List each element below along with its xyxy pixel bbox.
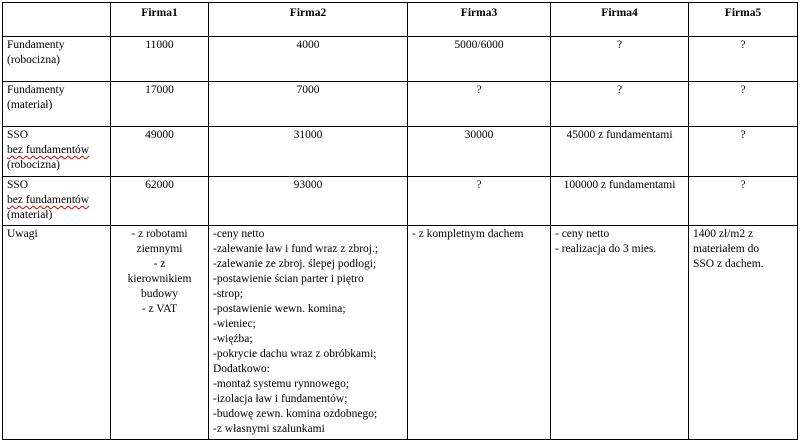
note-line: -ceny netto: [213, 228, 265, 240]
row-label-line: (materiał): [7, 99, 53, 111]
header-firma2: Firma2: [209, 3, 408, 37]
row-label-line: (materiał): [7, 209, 53, 221]
table-row: [3, 82, 798, 127]
note-line: -budowę zewn. komina ozdobnego;: [213, 408, 378, 420]
row-label-line: (robocizna): [7, 54, 60, 66]
uwagi-row: [3, 226, 798, 440]
uwagi-firma1: [111, 226, 209, 440]
table-cell: 49000: [111, 127, 209, 177]
note-line: -zalewanie ław i fund wraz z zbroj.;: [213, 243, 379, 255]
uwagi-firma2: [209, 226, 408, 440]
table-cell: 62000: [111, 177, 209, 226]
note-line: -z własnymi szalunkami: [213, 423, 325, 435]
note-line: - z VAT: [141, 303, 178, 315]
table-cell: ?: [408, 177, 551, 226]
row-label: [3, 82, 111, 127]
note-line: -strop;: [213, 288, 244, 300]
table-cell: 45000 z fundamentami: [551, 127, 689, 177]
note-line: - z kompletnym dachem: [412, 228, 524, 240]
table-cell: ?: [689, 82, 798, 127]
note-line: kierownikiem: [127, 273, 192, 285]
table-cell: 93000: [209, 177, 408, 226]
header-firma3: Firma3: [408, 3, 551, 37]
note-line: SSO z dachem.: [693, 258, 764, 270]
note-line: -pokrycie dachu wraz z obróbkami;: [213, 348, 377, 360]
table-cell: 17000: [111, 82, 209, 127]
note-line: budowy: [140, 288, 179, 300]
header-firma1: Firma1: [111, 3, 209, 37]
row-label-line: SSO: [7, 129, 29, 141]
row-label-line: SSO: [7, 179, 29, 191]
row-label-line: Fundamenty: [7, 39, 65, 51]
note-line: -montaż systemu rynnowego;: [213, 378, 350, 390]
note-line: ziemnymi: [136, 243, 183, 255]
note-line: -zalewanie ze zbroj. ślepej podłogi;: [213, 258, 377, 270]
table-cell: ?: [689, 177, 798, 226]
table-cell: 31000: [209, 127, 408, 177]
note-line: - ceny netto: [555, 228, 610, 240]
note-line: -izolacja ław i fundamentów;: [213, 393, 348, 405]
table-cell: ?: [551, 82, 689, 127]
table-cell: ?: [689, 127, 798, 177]
note-line: - z: [153, 258, 166, 270]
note-line: -postawienie wewn. komina;: [213, 303, 346, 315]
note-line: Dodatkowo:: [213, 363, 270, 375]
row-label-line: bez fundamentów: [7, 144, 90, 156]
table-cell: 11000: [111, 37, 209, 82]
table-row: [3, 37, 798, 82]
uwagi-firma5: [689, 226, 798, 440]
comparison-table: [2, 2, 798, 440]
row-label: [3, 127, 111, 177]
table-cell: 7000: [209, 82, 408, 127]
uwagi-firma3: [408, 226, 551, 440]
row-label-line: Fundamenty: [7, 84, 65, 96]
header-empty: [3, 3, 111, 37]
table-cell: 4000: [209, 37, 408, 82]
table-cell: 100000 z fundamentami: [551, 177, 689, 226]
row-label: [3, 177, 111, 226]
note-line: - realizacja do 3 mies.: [555, 243, 657, 255]
uwagi-firma4: [551, 226, 689, 440]
table-cell: 30000: [408, 127, 551, 177]
header-firma4: Firma4: [551, 3, 689, 37]
note-line: materiałem do: [693, 243, 760, 255]
row-label: [3, 37, 111, 82]
header-firma5: Firma5: [689, 3, 798, 37]
note-line: 1400 zł/m2 z: [693, 228, 754, 240]
table-cell: 5000/6000: [408, 37, 551, 82]
table-cell: ?: [551, 37, 689, 82]
table-cell: ?: [408, 82, 551, 127]
note-line: -postawienie ścian parter i piętro: [213, 273, 364, 285]
row-label: Uwagi: [3, 226, 111, 440]
table-row: [3, 177, 798, 226]
table-cell: ?: [689, 37, 798, 82]
table-row: [3, 127, 798, 177]
row-label-line: (robocizna): [7, 159, 60, 171]
header-row: [3, 3, 798, 37]
row-label-line: bez fundamentów: [7, 194, 90, 206]
note-line: - z robotami: [131, 228, 188, 240]
note-line: -więźba;: [213, 333, 253, 345]
note-line: -wieniec;: [213, 318, 256, 330]
